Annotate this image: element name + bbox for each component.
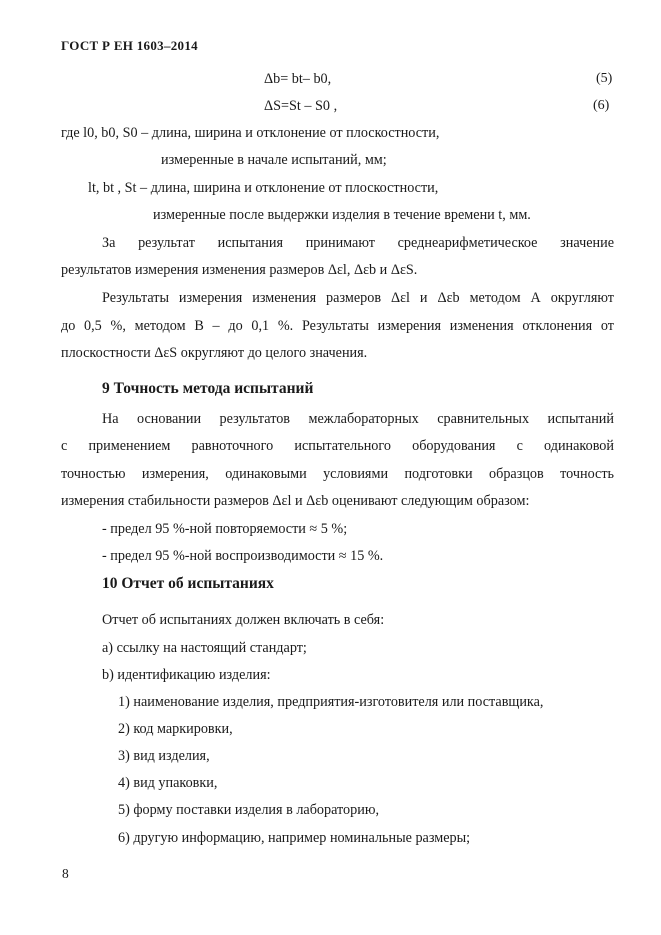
section-10-intro: Отчет об испытаниях должен включать в себя: bbox=[102, 612, 385, 628]
definition-line-3-prefix: lt, bt , St – bbox=[88, 180, 148, 196]
document-header: ГОСТ Р ЕН 1603–2014 bbox=[61, 38, 198, 53]
section-10-subitem-5: 5) форму поставки изделия в лабораторию, bbox=[118, 802, 379, 818]
equation-6-expr: ΔS=St – S0 , bbox=[264, 98, 338, 114]
paragraph-2-line-3: плоскостности ΔεS округляют до целого значения. bbox=[61, 345, 368, 361]
definition-line-1 bbox=[61, 125, 439, 142]
equation-5 bbox=[264, 71, 331, 88]
definition-line-4: измеренные после выдержки изделия в течение времени t, мм. bbox=[153, 207, 531, 223]
equation-6-number: (6) bbox=[593, 98, 610, 113]
section-9-heading: 9 Точность метода испытаний bbox=[102, 380, 314, 397]
paragraph-2-line-2: до 0,5 %, методом В – до 0,1 %. Результаты измерения изменения отклонения от bbox=[61, 318, 614, 334]
section-9-item-2: - предел 95 %-ной воспроизводимости ≈ 15 %. bbox=[102, 548, 384, 564]
section-10-subitem-3: 3) вид изделия, bbox=[118, 748, 210, 764]
section-10-subitem-1: 1) наименование изделия, предприятия-изготовителя или поставщика, bbox=[118, 694, 544, 710]
section-9-line-3: точностью измерения, одинаковыми условиями подготовки образцов точность bbox=[61, 466, 614, 482]
definition-line-1-text: длина, ширина и отклонение от плоскостности, bbox=[151, 125, 440, 141]
paragraph-1-line-2: результатов измерения изменения размеров Δεl, Δεb и ΔεS. bbox=[61, 262, 418, 278]
definition-line-2: измеренные в начале испытаний, мм; bbox=[161, 152, 387, 168]
section-10-heading: 10 Отчет об испытаниях bbox=[102, 575, 274, 592]
definition-line-1-prefix: где l0, b0, S0 – bbox=[61, 125, 149, 141]
section-10-subitem-6: 6) другую информацию, например номинальные размеры; bbox=[118, 830, 471, 846]
definition-line-3-text: длина, ширина и отклонение от плоскостности, bbox=[150, 180, 439, 196]
section-10-subitem-4: 4) вид упаковки, bbox=[118, 775, 218, 791]
section-10-item-a: a) ссылку на настоящий стандарт; bbox=[102, 640, 307, 656]
equation-5-number: (5) bbox=[596, 71, 613, 86]
paragraph-1-line-1: За результат испытания принимают среднеарифметическое значение bbox=[102, 235, 614, 251]
paragraph-2-line-1: Результаты измерения изменения размеров Δεl и Δεb методом А округляют bbox=[102, 290, 614, 306]
section-10-item-b: b) идентификацию изделия: bbox=[102, 667, 271, 683]
section-9-line-2: с применением равноточного испытательного оборудования с одинаковой bbox=[61, 438, 614, 454]
section-9-item-1: - предел 95 %-ной повторяемости ≈ 5 %; bbox=[102, 521, 348, 537]
definition-line-3 bbox=[88, 180, 438, 197]
section-10-subitem-2: 2) код маркировки, bbox=[118, 721, 233, 737]
equation-5-expr: Δb= bt– b0, bbox=[264, 71, 332, 87]
page-number: 8 bbox=[62, 866, 69, 881]
section-9-line-1: На основании результатов межлабораторных сравнительных испытаний bbox=[102, 411, 614, 427]
equation-6 bbox=[264, 98, 337, 115]
section-9-line-4: измерения стабильности размеров Δεl и Δεb оценивают следующим образом: bbox=[61, 493, 530, 509]
